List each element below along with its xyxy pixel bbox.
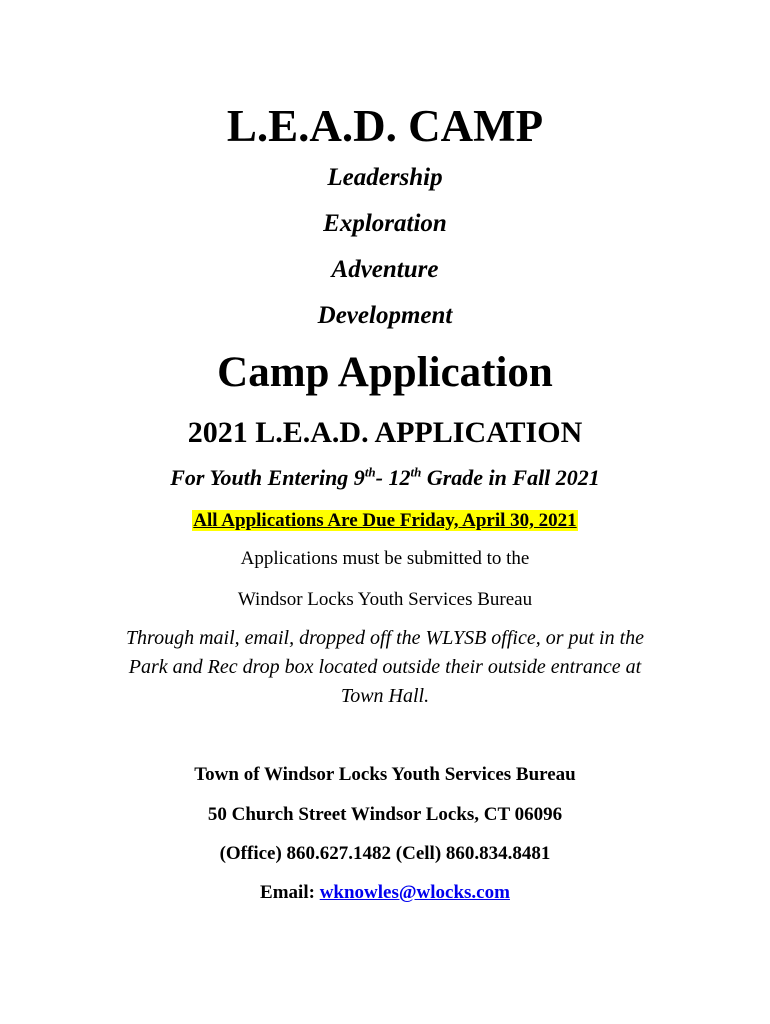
- contact-organization: Town of Windsor Locks Youth Services Bureau: [194, 764, 576, 785]
- eligibility-text-part3: Grade in Fall 2021: [421, 465, 600, 490]
- application-heading: Camp Application: [217, 349, 553, 396]
- eligibility-superscript-1: th: [364, 464, 376, 480]
- contact-email-line: [0, 880, 770, 906]
- submission-methods-line-1: Through mail, email, dropped off the WLYSB office, or put in the: [125, 627, 645, 649]
- eligibility-text-part1: For Youth Entering 9: [170, 465, 365, 490]
- eligibility-text-part2: - 12: [375, 465, 411, 490]
- acronym-word-development: Development: [317, 302, 453, 329]
- email-link[interactable]: wknowles@wlocks.com: [319, 882, 510, 903]
- eligibility-line: [0, 463, 770, 493]
- submission-methods-line-3: Town Hall.: [340, 685, 430, 707]
- acronym-word-leadership: Leadership: [327, 164, 443, 191]
- submission-instruction-line-1: Applications must be submitted to the: [240, 548, 530, 569]
- submission-methods-line-2: Park and Rec drop box located outside their outside entrance at: [128, 656, 642, 678]
- application-subheading: 2021 L.E.A.D. APPLICATION: [187, 416, 583, 449]
- document-title: L.E.A.D. CAMP: [226, 101, 544, 151]
- email-label: Email:: [260, 882, 320, 903]
- contact-address: 50 Church Street Windsor Locks, CT 06096: [207, 804, 563, 825]
- due-date-highlight: All Applications Are Due Friday, April 30, 2021: [193, 510, 577, 531]
- due-date-notice: [0, 508, 770, 534]
- eligibility-superscript-2: th: [410, 464, 422, 480]
- acronym-word-exploration: Exploration: [323, 210, 447, 237]
- contact-phones: (Office) 860.627.1482 (Cell) 860.834.8481: [219, 843, 551, 864]
- submission-instruction-line-2: Windsor Locks Youth Services Bureau: [237, 589, 533, 610]
- submission-methods: [0, 624, 770, 711]
- acronym-word-adventure: Adventure: [331, 256, 439, 283]
